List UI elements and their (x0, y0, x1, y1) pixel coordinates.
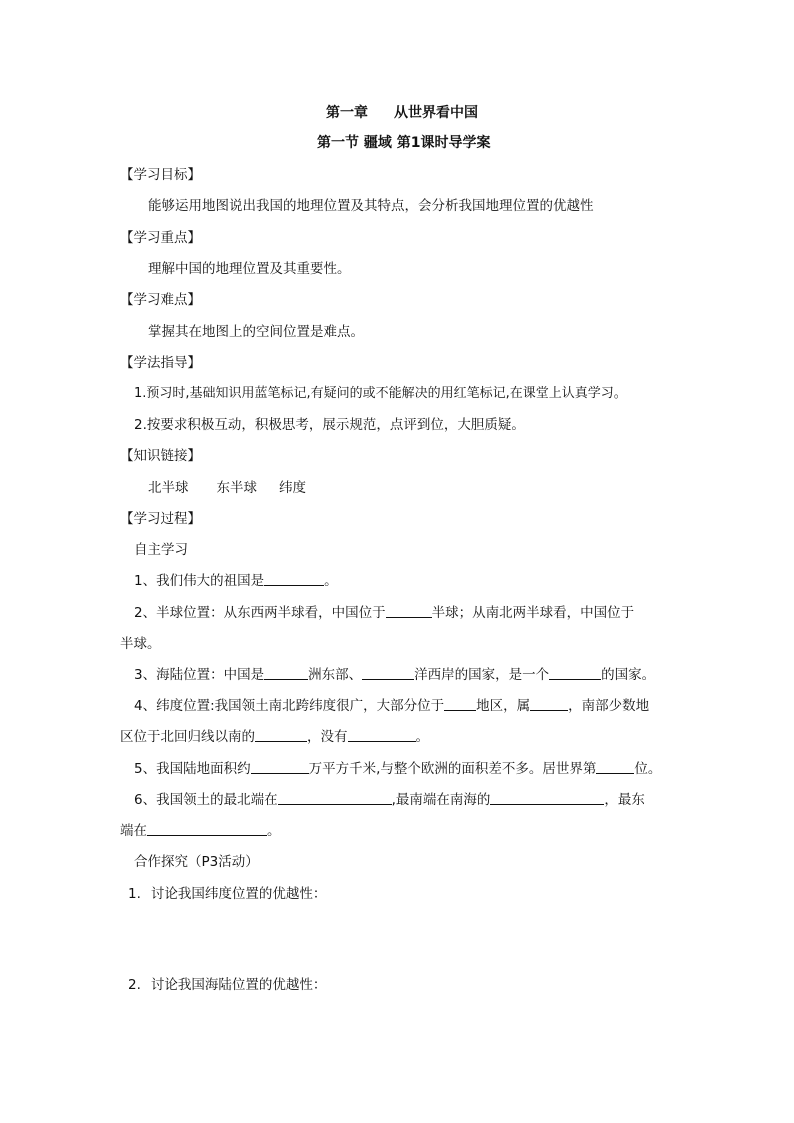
cooperation-heading: 合作探究（P3活动） (134, 854, 259, 870)
difficulty-heading: 【学习难点】 (120, 292, 201, 308)
question-3: 3、海陆位置：中国是 洲东部、 洋西岸的国家，是一个 的国家。 (134, 667, 656, 683)
difficulty-text: 掌握其在地图上的空间位置是难点。 (148, 324, 364, 340)
discussion-text: 讨论我国海陆位置的优越性： (150, 977, 327, 993)
answer-blank[interactable] (444, 697, 476, 711)
link-term: 纬度 (279, 480, 306, 496)
link-terms (148, 479, 306, 497)
chapter-title (326, 104, 478, 122)
question-5: 5、我国陆地面积约 万平方千米,与整个欧洲的面积差不多。居世界第 位。 (134, 761, 662, 777)
self-study-heading: 自主学习 (134, 542, 188, 558)
goal-heading: 【学习目标】 (120, 167, 201, 183)
answer-blank[interactable] (596, 760, 634, 774)
discussion-number: 1. (128, 886, 141, 902)
link-term: 北半球 (148, 480, 189, 496)
answer-blank[interactable] (530, 697, 568, 711)
question-2: 2、半球位置：从东西两半球看，中国位于 半球；从南北两半球看，中国位于 (134, 605, 635, 621)
question-2-cont: 半球。 (120, 636, 161, 652)
focus-text: 理解中国的地理位置及其重要性。 (148, 261, 351, 277)
answer-blank[interactable] (386, 604, 432, 618)
answer-blank[interactable] (490, 791, 604, 805)
question-4-cont: 区位于北回归线以南的 ，没有 。 (120, 729, 429, 745)
section-title: 第一节 疆域 第1课时导学案 (317, 135, 491, 151)
answer-blank[interactable] (147, 822, 267, 836)
discussion-text: 讨论我国纬度位置的优越性： (150, 886, 327, 902)
link-heading: 【知识链接】 (120, 448, 201, 464)
focus-heading: 【学习重点】 (120, 230, 201, 246)
answer-blank[interactable] (362, 666, 414, 680)
discussion-2 (128, 976, 326, 994)
question-6: 6、我国领土的最北端在 ,最南端在南海的 ，最东 (134, 792, 645, 808)
process-heading: 【学习过程】 (120, 511, 201, 527)
discussion-number: 2. (128, 977, 141, 993)
question-4: 4、纬度位置:我国领土南北跨纬度很广，大部分位于 地区，属 ，南部少数地 (134, 698, 650, 714)
question-1: 1、我们伟大的祖国是 。 (134, 573, 338, 589)
method-heading: 【学法指导】 (120, 355, 201, 371)
link-term: 东半球 (216, 480, 257, 496)
method-item-2: 2.按要求积极互动，积极思考，展示规范，点评到位，大胆质疑。 (134, 417, 525, 433)
answer-blank[interactable] (264, 666, 308, 680)
answer-blank[interactable] (251, 760, 309, 774)
discussion-1 (128, 885, 326, 903)
method-item-1: 1.预习时,基础知识用蓝笔标记,有疑问的或不能解决的用红笔标记,在课堂上认真学习。 (134, 386, 627, 401)
chapter-number: 第一章 (326, 105, 368, 121)
answer-blank[interactable] (264, 572, 324, 586)
answer-blank[interactable] (549, 666, 601, 680)
answer-blank[interactable] (255, 728, 307, 742)
chapter-name: 从世界看中国 (394, 105, 478, 121)
answer-blank[interactable] (278, 791, 392, 805)
goal-text: 能够运用地图说出我国的地理位置及其特点，会分析我国地理位置的优越性 (148, 198, 594, 214)
question-6-cont: 端在 。 (120, 823, 281, 839)
answer-blank[interactable] (348, 728, 416, 742)
